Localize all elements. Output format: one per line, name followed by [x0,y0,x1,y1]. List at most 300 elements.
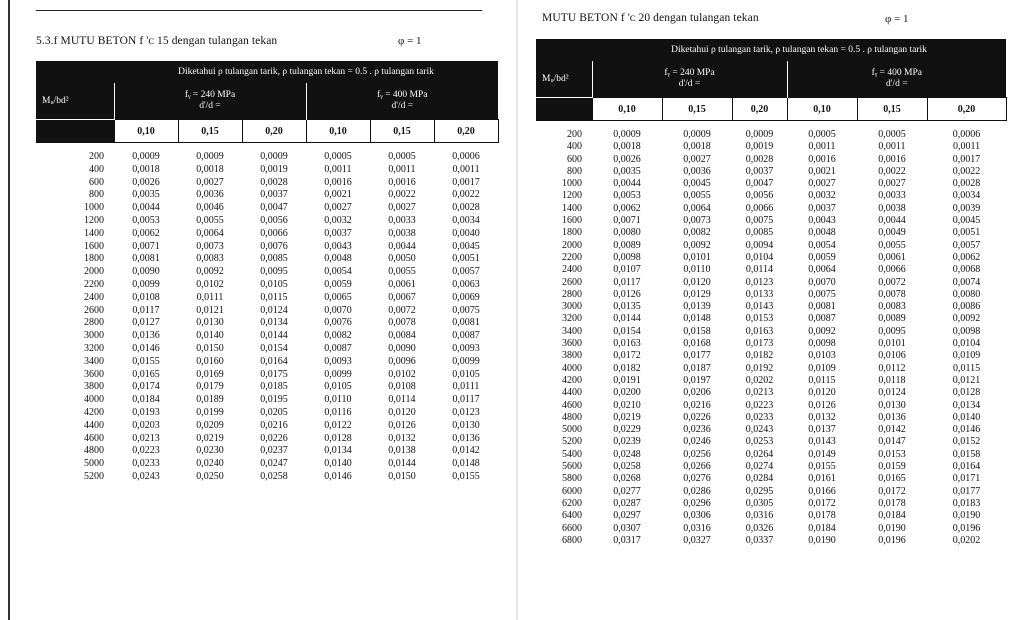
mu-value-cell: 4400 [562,387,582,399]
phi-value: φ = 1 [885,13,909,25]
rho-value-cell: 0,0098 [808,338,836,350]
mu-value-cell: 3800 [84,381,104,393]
rho-value-cell: 0,0054 [808,239,836,251]
rho-value-cell: 0,0066 [260,227,288,239]
ratio-header: 0,10 [787,98,857,121]
rho-value-cell: 0,0016 [808,153,836,165]
rho-value-cell: 0,0094 [745,239,774,251]
rho-value-cell: 0,0155 [808,461,836,473]
rho-value-cell: 0,0085 [745,227,774,239]
mu-value-cell: 1200 [84,214,104,226]
rho-value-cell: 0,0128 [324,432,352,444]
rho-value-cell: 0,0075 [452,304,480,316]
table-row [536,252,1006,264]
rho-value-cell: 0,0065 [324,291,352,303]
rho-value-cell: 0,0035 [132,189,160,201]
rho-value-cell: 0,0096 [388,355,416,367]
rho-value-cell: 0,0146 [132,342,160,354]
rho-value-cell: 0,0120 [388,406,416,418]
rho-value-cell: 0,0009 [196,151,224,162]
rho-value-cell: 0,0045 [452,240,480,252]
table-row [36,215,498,228]
table-row [536,449,1006,461]
mu-value-cell: 200 [567,129,582,140]
table-row [536,498,1006,510]
rho-value-cell: 0,0081 [132,253,160,265]
table-row [536,375,1006,387]
table-row [536,227,1006,239]
rho-value-cell: 0,0090 [132,266,160,278]
rho-value-cell: 0,0159 [878,461,906,473]
rho-value-cell: 0,0130 [452,419,480,431]
rho-value-cell: 0,0009 [132,151,160,162]
rho-value-cell: 0,0190 [952,510,981,522]
mu-value-cell: 800 [567,165,582,177]
mu-value-cell: 5800 [562,473,582,485]
rho-value-cell: 0,0064 [683,202,711,214]
rho-value-cell: 0,0068 [952,264,981,276]
rho-value-cell: 0,0028 [452,202,480,214]
rho-value-cell: 0,0067 [388,291,416,303]
table-row [36,420,498,433]
rho-value-cell: 0,0026 [613,153,641,165]
table-row [36,407,498,420]
rho-value-cell: 0,0073 [683,215,711,227]
page-gutter [516,0,518,620]
rho-value-cell: 0,0046 [196,202,224,214]
rho-value-cell: 0,0266 [683,461,711,473]
rho-value-cell: 0,0165 [132,368,160,380]
rho-value-cell: 0,0055 [683,190,711,202]
table-row [536,277,1006,289]
rho-value-cell: 0,0165 [878,473,906,485]
rho-value-cell: 0,0286 [683,485,711,497]
table-row [536,535,1006,547]
rho-value-cell: 0,0018 [613,141,641,153]
rho-value-cell: 0,0284 [745,473,774,485]
rho-value-cell: 0,0087 [808,313,836,325]
rho-value-cell: 0,0034 [452,214,480,226]
mu-value-cell: 2000 [562,239,582,251]
rho-value-cell: 0,0295 [745,485,774,497]
mu-value-cell: 5000 [84,458,104,470]
rho-value-cell: 0,0057 [952,239,981,251]
rho-value-cell: 0,0136 [878,411,906,423]
mu-value-cell: 2600 [562,276,582,288]
rho-value-cell: 0,0027 [196,176,224,188]
rho-value-cell: 0,0009 [745,129,774,140]
rho-value-cell: 0,0102 [388,368,416,380]
rho-value-cell: 0,0011 [878,141,906,153]
table-row [536,166,1006,178]
rho-value-cell: 0,0153 [745,313,774,325]
table-row [536,129,1006,141]
rho-value-cell: 0,0095 [260,266,288,278]
table-row [36,305,498,318]
rho-value-cell: 0,0028 [952,178,981,190]
ratio-header: 0,20 [732,98,787,121]
rho-value-cell: 0,0148 [452,458,480,470]
rho-value-cell: 0,0055 [878,239,906,251]
table-row [36,177,498,190]
rho-value-cell: 0,0134 [324,445,352,457]
rho-value-cell: 0,0083 [878,301,906,313]
rho-value-cell: 0,0021 [808,165,836,177]
header-blank [536,39,592,61]
rho-value-cell: 0,0306 [683,510,711,522]
rho-value-cell: 0,0191 [613,374,641,386]
rho-value-cell: 0,0072 [388,304,416,316]
table-row [36,381,498,394]
header-given: Diketahui ρ tulangan tarik, ρ tulangan tekan = 0.5 . ρ tulangan tarik [114,61,498,83]
rho-value-cell: 0,0082 [324,330,352,342]
mu-value-cell: 2400 [562,264,582,276]
rho-value-cell: 0,0059 [324,278,352,290]
mu-value-cell: 1000 [84,202,104,214]
rho-value-cell: 0,0005 [808,129,836,140]
rho-value-cell: 0,0243 [132,470,160,482]
mu-value-cell: 2200 [84,278,104,290]
fy-400-label: fᵧ = 400 MPa [871,68,922,78]
rho-value-cell: 0,0120 [683,276,711,288]
mu-value-cell: 800 [89,189,104,201]
rho-value-cell: 0,0037 [808,202,836,214]
rho-value-cell: 0,0037 [745,165,774,177]
rho-value-cell: 0,0128 [952,387,981,399]
rho-value-cell: 0,0109 [952,350,981,362]
table-row [36,241,498,254]
rho-value-cell: 0,0250 [196,470,224,482]
rho-value-cell: 0,0196 [878,534,906,546]
rho-value-cell: 0,0171 [952,473,981,485]
mu-value-cell: 3800 [562,350,582,362]
mu-value-cell: 2800 [562,288,582,300]
rho-value-cell: 0,0083 [196,253,224,265]
rho-value-cell: 0,0105 [260,278,288,290]
rho-value-cell: 0,0027 [683,153,711,165]
rho-value-cell: 0,0092 [683,239,711,251]
rho-value-cell: 0,0011 [324,163,352,175]
rho-value-cell: 0,0296 [683,497,711,509]
table-row [536,264,1006,276]
rho-value-cell: 0,0142 [878,424,906,436]
table-row [36,164,498,177]
table-row [536,461,1006,473]
mu-value-cell: 1600 [84,240,104,252]
mu-value-cell: 1200 [562,190,582,202]
rho-value-cell: 0,0056 [260,214,288,226]
d-ratio-label: d'/d = [391,101,414,111]
rho-value-cell: 0,0045 [683,178,711,190]
rho-value-cell: 0,0123 [745,276,774,288]
rho-value-cell: 0,0106 [878,350,906,362]
rho-value-cell: 0,0246 [683,436,711,448]
rho-value-cell: 0,0138 [388,445,416,457]
rho-value-cell: 0,0016 [878,153,906,165]
rho-value-cell: 0,0071 [132,240,160,252]
mu-value-cell: 4000 [562,362,582,374]
rho-value-cell: 0,0034 [952,190,981,202]
rho-value-cell: 0,0305 [745,497,774,509]
table-row [36,471,498,484]
rho-value-cell: 0,0036 [683,165,711,177]
rho-value-cell: 0,0200 [613,387,641,399]
rho-value-cell: 0,0085 [260,253,288,265]
rho-value-cell: 0,0066 [745,202,774,214]
rho-value-cell: 0,0107 [613,264,641,276]
rho-value-cell: 0,0074 [952,276,981,288]
rho-value-cell: 0,0144 [260,330,288,342]
rho-value-cell: 0,0133 [745,288,774,300]
mu-value-cell: 5000 [562,424,582,436]
mu-value-cell: 5200 [84,470,104,482]
rho-value-cell: 0,0048 [324,253,352,265]
mu-value-cell: 4200 [562,374,582,386]
rho-value-cell: 0,0182 [613,362,641,374]
mu-value-cell: 6600 [562,522,582,534]
rho-value-cell: 0,0018 [196,163,224,175]
rho-value-cell: 0,0179 [196,381,224,393]
rho-value-cell: 0,0117 [452,394,480,406]
rho-value-cell: 0,0216 [260,419,288,431]
mu-value-cell: 1000 [562,178,582,190]
rho-value-cell: 0,0064 [196,227,224,239]
table-body [536,121,1006,548]
rho-value-cell: 0,0199 [196,406,224,418]
header-mu: Mᵤ/bd² [536,61,592,98]
rho-value-cell: 0,0146 [952,424,981,436]
rho-value-cell: 0,0258 [613,461,641,473]
mu-value-cell: 400 [567,141,582,153]
mu-value-cell: 3200 [562,313,582,325]
rho-value-cell: 0,0209 [196,419,224,431]
rho-value-cell: 0,0120 [808,387,836,399]
header-mu: Mᵤ/bd² [36,83,114,120]
rho-value-cell: 0,0148 [683,313,711,325]
top-rule [36,10,482,11]
table-row [536,215,1006,227]
rho-value-cell: 0,0044 [878,215,906,227]
rho-value-cell: 0,0062 [132,227,160,239]
rho-value-cell: 0,0140 [952,411,981,423]
rho-value-cell: 0,0082 [683,227,711,239]
rho-value-cell: 0,0134 [952,399,981,411]
rho-value-cell: 0,0213 [132,432,160,444]
table-row [536,326,1006,338]
mu-value-cell: 6400 [562,510,582,522]
table-row [36,369,498,382]
rho-value-cell: 0,0110 [324,394,352,406]
rho-value-cell: 0,0118 [878,374,906,386]
table-body [36,143,498,484]
table-row [536,141,1006,153]
rho-value-cell: 0,0066 [878,264,906,276]
ratio-header: 0,10 [592,98,662,121]
rho-value-cell: 0,0189 [196,394,224,406]
table-row [36,151,498,164]
rho-value-cell: 0,0051 [952,227,981,239]
rho-value-cell: 0,0009 [683,129,711,140]
rho-value-cell: 0,0144 [388,458,416,470]
rho-value-cell: 0,0203 [132,419,160,431]
table-row [536,424,1006,436]
rho-value-cell: 0,0090 [388,342,416,354]
rho-value-cell: 0,0022 [878,165,906,177]
rho-value-cell: 0,0114 [745,264,774,276]
rho-value-cell: 0,0098 [613,251,641,263]
reinforcement-ratio-table-fc15 [36,61,499,484]
rho-value-cell: 0,0239 [613,436,641,448]
rho-value-cell: 0,0316 [745,510,774,522]
rho-value-cell: 0,0226 [260,432,288,444]
rho-value-cell: 0,0051 [452,253,480,265]
mu-value-cell: 3400 [84,355,104,367]
rho-value-cell: 0,0116 [324,406,352,418]
rho-value-cell: 0,0205 [260,406,288,418]
rho-value-cell: 0,0164 [260,355,288,367]
table-row [36,394,498,407]
rho-value-cell: 0,0307 [613,522,641,534]
rho-value-cell: 0,0078 [878,288,906,300]
rho-value-cell: 0,0172 [613,350,641,362]
rho-value-cell: 0,0193 [132,406,160,418]
rho-value-cell: 0,0061 [388,278,416,290]
rho-value-cell: 0,0229 [613,424,641,436]
table-row [536,350,1006,362]
mu-value-cell: 5200 [562,436,582,448]
d-ratio-label: d'/d = [885,79,908,89]
table-row [536,387,1006,399]
rho-value-cell: 0,0219 [613,411,641,423]
rho-value-cell: 0,0108 [388,381,416,393]
ratio-header: 0,20 [242,120,306,143]
rho-value-cell: 0,0104 [952,338,981,350]
rho-value-cell: 0,0185 [260,381,288,393]
rho-value-cell: 0,0021 [324,189,352,201]
table-row [536,473,1006,485]
rho-value-cell: 0,0009 [260,151,288,162]
table-row [36,189,498,202]
mu-value-cell: 2200 [562,251,582,263]
rho-value-cell: 0,0132 [388,432,416,444]
rho-value-cell: 0,0124 [260,304,288,316]
rho-value-cell: 0,0143 [745,301,774,313]
rho-value-cell: 0,0017 [452,176,480,188]
mu-value-cell: 4200 [84,406,104,418]
mu-value-cell: 3000 [84,330,104,342]
rho-value-cell: 0,0174 [132,381,160,393]
rho-value-cell: 0,0056 [745,190,774,202]
rho-value-cell: 0,0111 [452,381,480,393]
mu-value-cell: 4600 [84,432,104,444]
rho-value-cell: 0,0206 [683,387,711,399]
mu-value-cell: 6000 [562,485,582,497]
rho-value-cell: 0,0063 [452,278,480,290]
rho-value-cell: 0,0115 [952,362,981,374]
rho-value-cell: 0,0057 [452,266,480,278]
rho-value-cell: 0,0126 [613,288,641,300]
rho-value-cell: 0,0062 [613,202,641,214]
rho-value-cell: 0,0092 [952,313,981,325]
rho-value-cell: 0,0147 [878,436,906,448]
rho-value-cell: 0,0108 [132,291,160,303]
spacer-row [36,143,498,152]
rho-value-cell: 0,0087 [324,342,352,354]
mu-value-cell: 4000 [84,394,104,406]
rho-value-cell: 0,0081 [452,317,480,329]
mu-value-cell: 2600 [84,304,104,316]
mu-value-cell: 6800 [562,534,582,546]
rho-value-cell: 0,0053 [132,214,160,226]
rho-value-cell: 0,0248 [613,448,641,460]
rho-value-cell: 0,0117 [613,276,641,288]
mu-value-cell: 4800 [562,411,582,423]
rho-value-cell: 0,0123 [452,406,480,418]
table-row [536,412,1006,424]
rho-value-cell: 0,0172 [878,485,906,497]
rho-value-cell: 0,0190 [878,522,906,534]
table-row [536,523,1006,535]
rho-value-cell: 0,0005 [878,129,906,140]
rho-value-cell: 0,0017 [952,153,981,165]
rho-value-cell: 0,0153 [878,448,906,460]
rho-value-cell: 0,0027 [808,178,836,190]
rho-value-cell: 0,0163 [613,338,641,350]
mu-value-cell: 1400 [84,227,104,239]
rho-value-cell: 0,0115 [260,291,288,303]
rho-value-cell: 0,0210 [613,399,641,411]
rho-value-cell: 0,0112 [878,362,906,374]
rho-value-cell: 0,0264 [745,448,774,460]
spacer-cell [36,143,498,152]
rho-value-cell: 0,0316 [683,522,711,534]
table-row [36,458,498,471]
ratio-header: 0,15 [178,120,242,143]
rho-value-cell: 0,0149 [808,448,836,460]
rho-value-cell: 0,0166 [808,485,836,497]
rho-value-cell: 0,0152 [952,436,981,448]
rho-value-cell: 0,0274 [745,461,774,473]
rho-value-cell: 0,0136 [132,330,160,342]
rho-value-cell: 0,0184 [878,510,906,522]
rho-value-cell: 0,0187 [683,362,711,374]
rho-value-cell: 0,0253 [745,436,774,448]
mu-value-cell: 4400 [84,419,104,431]
mu-value-cell: 3400 [562,325,582,337]
rho-value-cell: 0,0059 [808,251,836,263]
table-row [536,313,1006,325]
rho-value-cell: 0,0086 [952,301,981,313]
table-row [536,203,1006,215]
table-row [36,292,498,305]
table-row [536,289,1006,301]
rho-value-cell: 0,0027 [324,202,352,214]
rho-value-cell: 0,0240 [196,458,224,470]
rho-value-cell: 0,0277 [613,485,641,497]
rho-value-cell: 0,0297 [613,510,641,522]
rho-value-cell: 0,0032 [324,214,352,226]
rho-value-cell: 0,0026 [132,176,160,188]
rho-value-cell: 0,0044 [388,240,416,252]
rho-value-cell: 0,0169 [196,368,224,380]
rho-value-cell: 0,0048 [808,227,836,239]
header-fy-400 [787,61,1006,98]
rho-value-cell: 0,0022 [452,189,480,201]
rho-value-cell: 0,0092 [196,266,224,278]
table-row [36,202,498,215]
rho-value-cell: 0,0011 [452,163,480,175]
rho-value-cell: 0,0126 [388,419,416,431]
